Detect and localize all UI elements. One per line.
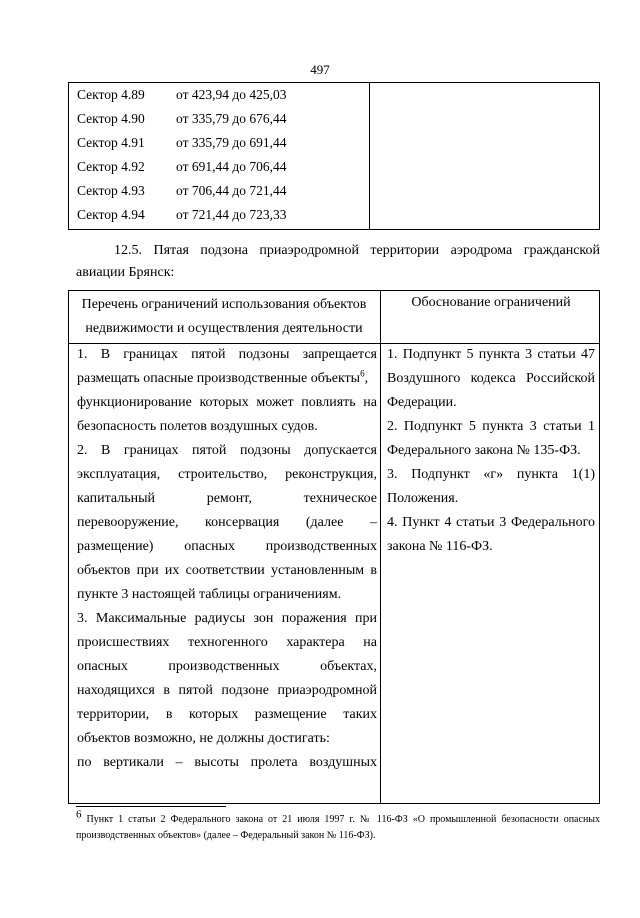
cell-line: Положения. — [387, 491, 459, 506]
restrictions-table — [68, 290, 600, 804]
footnote — [76, 808, 601, 844]
sector-name: Сектор 4.90 — [77, 111, 145, 126]
cell-line: 1. Подпункт 5 пункта 3 статьи 47 — [387, 347, 595, 362]
cell-line: территории, в которых размещение таких — [77, 707, 377, 722]
sector-range: от 335,79 до 676,44 — [176, 111, 287, 126]
cell-line: происшествиях техногенного характера на — [77, 635, 377, 650]
footnote-rule — [76, 806, 226, 807]
sector-table-divider — [369, 83, 370, 229]
cell-line: пункте 3 настоящей таблицы ограничениям. — [77, 587, 342, 602]
cell-line: по вертикали – высоты пролета воздушных — [77, 755, 377, 770]
cell-line: эксплуатация, строительство, реконструкция, — [77, 467, 377, 482]
paragraph-line: 12.5. Пятая подзона приаэродромной территории аэродрома гражданской — [114, 243, 600, 258]
header-line: недвижимости и осуществления деятельности — [85, 321, 363, 336]
justification-column — [387, 343, 595, 559]
cell-line: Воздушного кодекса Российской — [387, 371, 595, 386]
cell-line: функционирование которых может повлиять на — [77, 395, 377, 410]
cell-line: 3. Максимальные радиусы зон поражения при — [77, 611, 377, 626]
cell-line: 2. В границах пятой подзоны допускается — [77, 443, 377, 458]
sector-name: Сектор 4.89 — [77, 87, 145, 102]
cell-line: 2. Подпункт 5 пункта 3 статьи 1 — [387, 419, 595, 434]
page-number: 497 — [310, 62, 330, 77]
sector-table — [68, 82, 600, 230]
cell-line: перевооружение, консервация (далее – — [77, 515, 377, 530]
cell-punct: , — [364, 371, 369, 386]
sector-range: от 691,44 до 706,44 — [176, 159, 287, 174]
cell-text: размещать опасные производственные объекты — [77, 371, 361, 386]
cell-line: 3. Подпункт «г» пункта 1(1) — [387, 467, 595, 482]
cell-line: Федерального закона № 135-ФЗ. — [387, 443, 581, 458]
sector-name: Сектор 4.91 — [77, 135, 145, 150]
footnote-line: производственных объектов» (далее – Федеральный закон № 116-ФЗ). — [76, 830, 376, 841]
sector-range: от 721,44 до 723,33 — [176, 207, 287, 222]
header-justification: Обоснование ограничений — [411, 295, 571, 310]
cell-line: размещение) опасных производственных — [77, 539, 377, 554]
cell-line: 4. Пункт 4 статьи 3 Федерального — [387, 515, 595, 530]
cell-line: объектов возможно, не должны достигать: — [77, 731, 330, 746]
sector-range: от 423,94 до 425,03 — [176, 87, 287, 102]
cell-line: 1. В границах пятой подзоны запрещается — [77, 347, 377, 362]
footnote-number: 6 — [76, 808, 82, 821]
cell-line: капитальный ремонт, техническое — [77, 491, 377, 506]
sector-range: от 706,44 до 721,44 — [176, 183, 287, 198]
sector-name: Сектор 4.94 — [77, 207, 145, 222]
header-line: Перечень ограничений использования объектов — [81, 297, 367, 312]
cell-line: Федерации. — [387, 395, 457, 410]
restrictions-column — [77, 343, 377, 775]
sector-range: от 335,79 до 691,44 — [176, 135, 287, 150]
footnote-line — [76, 808, 601, 828]
cell-line: находящихся в пятой подзоне приаэродромной — [77, 683, 377, 698]
footnote-ref: 6 — [360, 368, 365, 379]
sector-name: Сектор 4.92 — [77, 159, 145, 174]
table-column-divider — [380, 291, 381, 803]
sector-name: Сектор 4.93 — [77, 183, 145, 198]
paragraph-line: авиации Брянск: — [76, 265, 175, 280]
cell-line: безопасность полетов воздушных судов. — [77, 419, 318, 434]
cell-line: опасных производственных объектах, — [77, 659, 377, 674]
cell-line — [77, 367, 377, 391]
cell-line: закона № 116-ФЗ. — [387, 539, 493, 554]
cell-line: объектов при их соответствии установленным в — [77, 563, 377, 578]
footnote-text: Пункт 1 статьи 2 Федерального закона от 21 июля 1997 г. № 116-ФЗ «О промышленной безопасности опасных — [86, 814, 601, 825]
header-restrictions-list — [73, 293, 375, 341]
